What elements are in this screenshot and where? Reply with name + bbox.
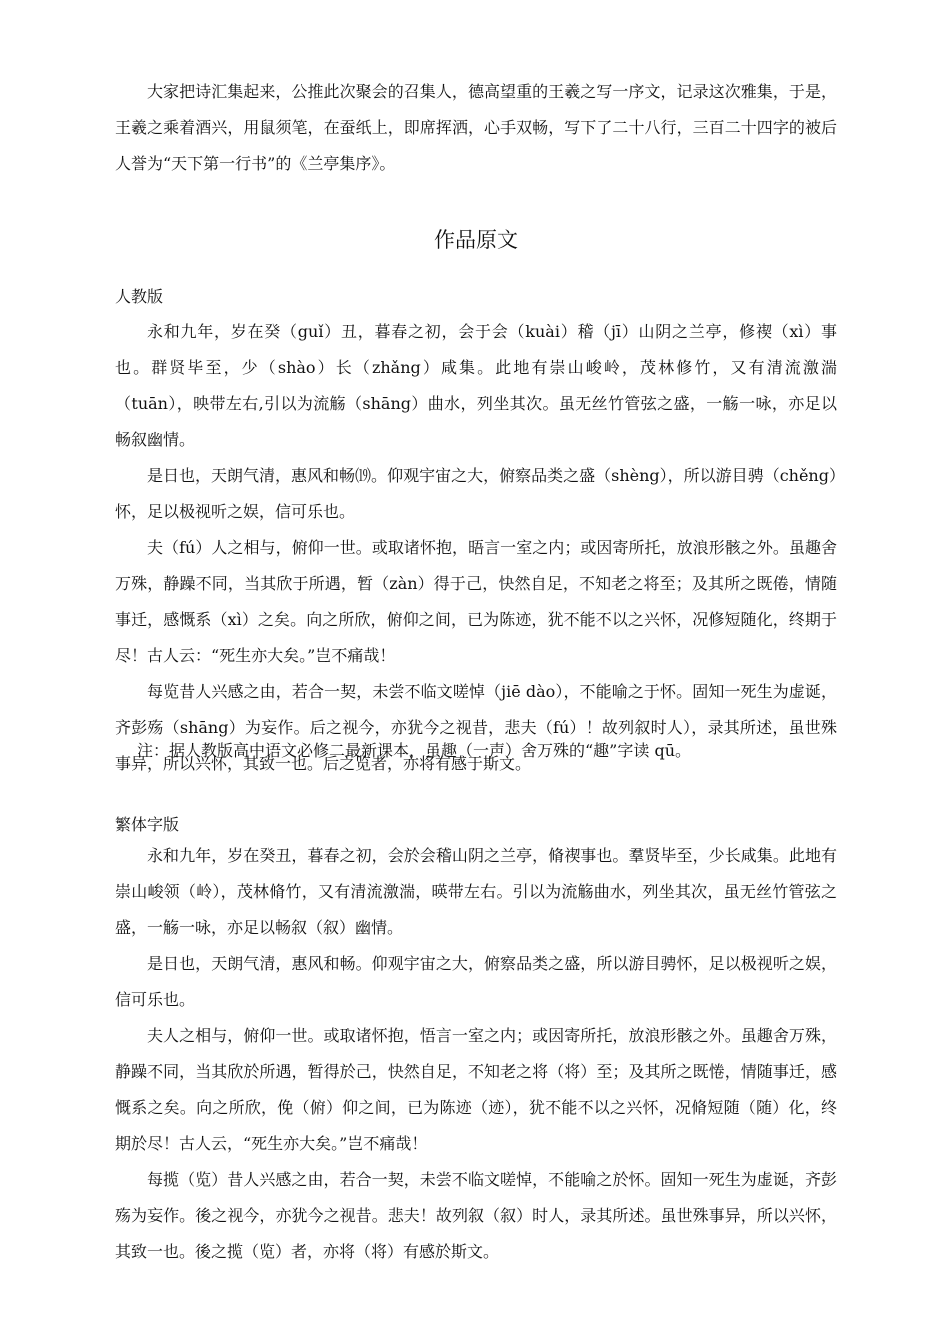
renjiao-note: 注：据人教版高中语文必修二最新课本，虽趣（一声）舍万殊的“趣”字读 qū。 [137, 741, 691, 760]
renjiao-paragraph-2: 是日也，天朗气清，惠风和畅⒆。仰观宇宙之大，俯察品类之盛（shèng），所以游目骋（chěng）怀，足以极视听之娱，信可乐也。 [115, 466, 837, 521]
fanti-paragraph-1: 永和九年，岁在癸丑，暮春之初，会於会稽山阴之兰亭，脩禊事也。羣贤毕至，少长咸集。此地有崇山峻领（岭），茂林脩竹，又有清流激湍，暎带左右。引以为流觞曲水，列坐其次，虽无丝竹管弦之盛，一觞一咏，亦足以畅叙（叙）幽情。 [115, 846, 837, 937]
fanti-paragraph-3: 夫人之相与，俯仰一世。或取诸怀抱，悟言一室之内；或因寄所托，放浪形骸之外。虽趣舍万殊，静躁不同，当其欣於所遇，暂得於己，快然自足，不知老之将（将）至；及其所之既惓，情随事迁，感慨系之矣。向之所欣，俛（俯）仰之间，已为陈迹（迹），犹不能不以之兴怀，况脩短随（随）化，终期於尽！古人云，“死生亦大矣。”岂不痛哉！ [115, 1026, 837, 1153]
fanti-paragraph-4: 每揽（览）昔人兴感之由，若合一契，未尝不临文嗟悼，不能喻之於怀。固知一死生为虚诞，齐彭殇为妄作。後之视今，亦犹今之视昔。悲夫！故列叙（叙）时人，录其所述。虽世殊事异，所以兴怀，其致一也。後之揽（览）者，亦将（将）有感於斯文。 [115, 1170, 837, 1261]
intro-text: 大家把诗汇集起来，公推此次聚会的召集人，德高望重的王羲之写一序文，记录这次雅集，于是，王羲之乘着酒兴，用鼠须笔，在蚕纸上，即席挥洒，心手双畅，写下了二十八行，三百二十四字的被后人誉为“天下第一行书”的《兰亭集序》。 [115, 82, 837, 173]
section-title: 作品原文 [434, 228, 518, 252]
fanti-paragraph-2: 是日也，天朗气清，惠风和畅。仰观宇宙之大，俯察品类之盛，所以游目骋怀，足以极视听之娱，信可乐也。 [115, 954, 837, 1009]
renjiao-label: 人教版 [115, 287, 164, 306]
renjiao-paragraph-4: 每览昔人兴感之由，若合一契，未尝不临文嗟悼（jiē dào），不能喻之于怀。固知一死生为虚诞，齐彭殇（shāng）为妄作。后之视今，亦犹今之视昔，悲夫（fú）！故列叙时人），录其所述，虽世殊事异，所以兴怀，其致一也。后之览者，亦将有感于斯文。 [115, 682, 837, 773]
renjiao-body [115, 314, 837, 782]
fanti-body [115, 838, 837, 1270]
fanti-label: 繁体字版 [115, 815, 180, 834]
renjiao-paragraph-3: 夫（fú）人之相与，俯仰一世。或取诸怀抱，晤言一室之内；或因寄所托，放浪形骸之外。虽趣舍万殊，静躁不同，当其欣于所遇，暂（zàn）得于己，快然自足，不知老之将至；及其所之既倦，情随事迁，感慨系（xì）之矣。向之所欣，俯仰之间，已为陈迹，犹不能不以之兴怀，况修短随化，终期于尽！古人云：“死生亦大矣。”岂不痛哉！ [115, 538, 837, 665]
renjiao-paragraph-1: 永和九年，岁在癸（guǐ）丑，暮春之初，会于会（kuài）稽（jī）山阴之兰亭，修禊（xì）事也。群贤毕至，少（shào）长（zhǎng）咸集。此地有崇山峻岭，茂林修竹，又有清流激湍（tuān），映带左右,引以为流觞（shāng）曲水，列坐其次。虽无丝竹管弦之盛，一觞一咏，亦足以畅叙幽情。 [115, 322, 837, 449]
intro-paragraph [115, 74, 837, 182]
